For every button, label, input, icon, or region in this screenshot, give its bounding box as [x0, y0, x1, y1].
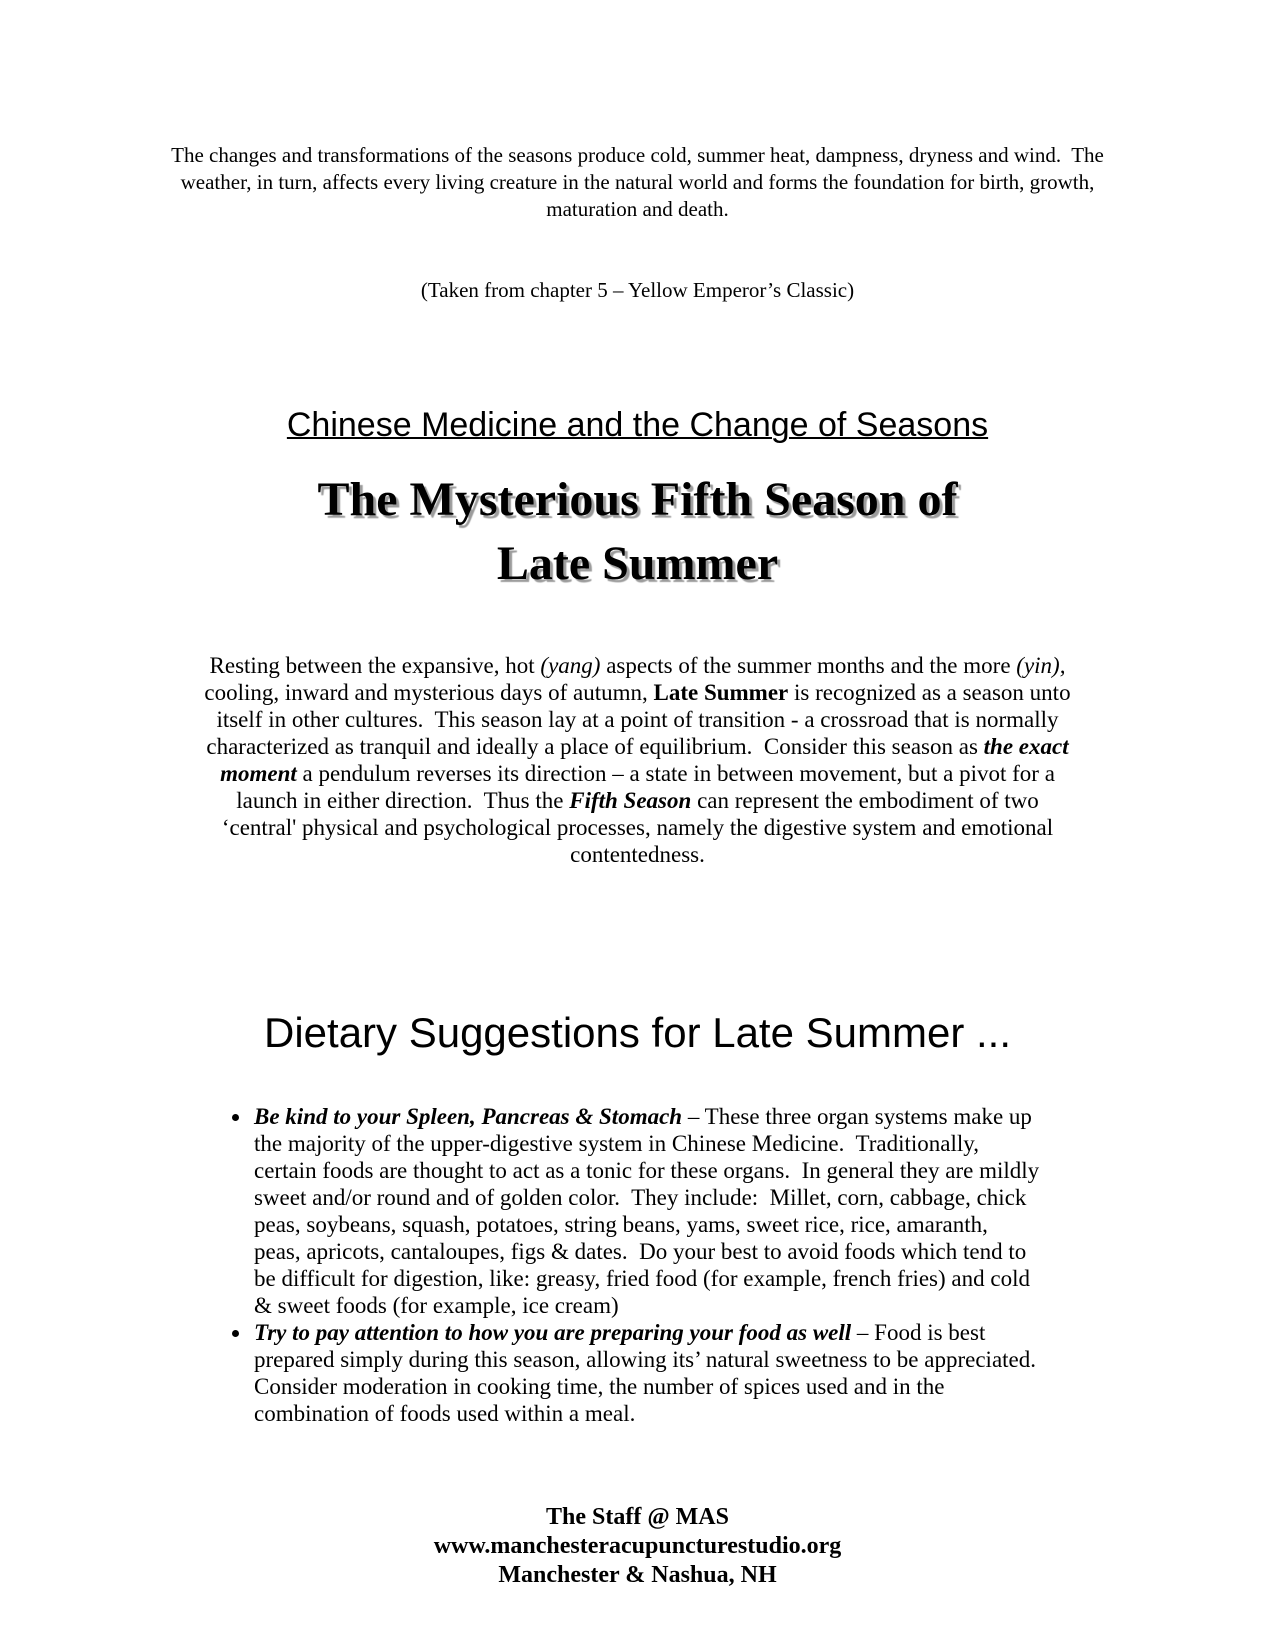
paragraph-run-fifth-season: Fifth Season — [569, 788, 692, 813]
page-title-line2: Late Summer — [496, 537, 779, 590]
bullet-lead: Be kind to your Spleen, Pancreas & Stomach — [254, 1104, 683, 1129]
paragraph-run-late-summer: Late Summer — [653, 680, 789, 705]
bullet-lead: Try to pay attention to how you are preparing your food as well — [254, 1320, 852, 1345]
footer-website: www.manchesteracupuncturestudio.org — [433, 1533, 842, 1559]
paragraph-run-exact-moment: the exact moment — [220, 734, 1075, 786]
paragraph-run: aspects of the summer months and the more — [600, 653, 1017, 678]
paragraph-run: cooling, inward and mysterious days of autumn, — [204, 653, 1072, 705]
paragraph-run-yin: (yin), — [1016, 653, 1066, 678]
dietary-bullet-list — [222, 1103, 1048, 1427]
intro-quote-attribution: (Taken from chapter 5 – Yellow Emperor’s Classic) — [420, 278, 855, 302]
footer — [0, 1503, 1275, 1590]
intro-quote — [170, 88, 1110, 358]
dietary-suggestions-heading: Dietary Suggestions for Late Summer ... — [264, 1009, 1011, 1056]
footer-location: Manchester & Nashua, NH — [498, 1562, 777, 1588]
main-paragraph — [198, 652, 1078, 868]
bullet-item-preparing-food — [252, 1319, 1048, 1427]
paragraph-run: can represent the embodiment of two ‘central' physical and psychological processes, namely the digestive system and emotional contentedness. — [221, 788, 1059, 867]
paragraph-run-yang: (yang) — [540, 653, 601, 678]
paragraph-run: is recognized as a season unto itself in other cultures. This season lay at a point of transition - a crossroad that is normally characterized as tranquil and ideally a place of equilibrium. Consider this season as — [206, 680, 1077, 759]
paragraph-run: Resting between the expansive, hot — [209, 653, 541, 678]
paragraph-run: a pendulum reverses its direction – a state in between movement, but a pivot for a launch in either direction. Thus the — [236, 761, 1061, 813]
page-title-line1: The Mysterious Fifth Season of — [317, 473, 958, 526]
intro-quote-text: The changes and transformations of the seasons produce cold, summer heat, dampness, dryness and wind. The weather, in turn, affects every living creature in the natural world and forms the foundation for birth, growth, maturation and death. — [171, 143, 1110, 221]
page-title — [0, 468, 1275, 596]
bullet-item-spleen — [252, 1103, 1045, 1319]
section-heading: Chinese Medicine and the Change of Seasons — [286, 406, 989, 444]
bullet-body: – These three organ systems make up the majority of the upper-digestive system in Chinese Medicine. Traditionally, certain foods are thought to act as a tonic for these organs. In general they are mildly sweet and/or round and of golden color. They include: Millet, corn, cabbage, chick peas, soybeans, squash, potatoes, string beans, yams, sweet rice, rice, amaranth, peas, apricots, cantaloupes, figs & dates. Do your best to avoid foods which tend to be difficult for digestion, like: greasy, fried food (for example, french fries) and cold & sweet foods (for example, ice cream) — [254, 1104, 1045, 1318]
bullet-body: – Food is best prepared simply during this season, allowing its’ natural sweetness to be appreciated. Consider moderation in cooking time, the number of spices used and in the combination of foods used within a meal. — [254, 1320, 1048, 1426]
footer-staff-line: The Staff @ MAS — [546, 1504, 729, 1530]
